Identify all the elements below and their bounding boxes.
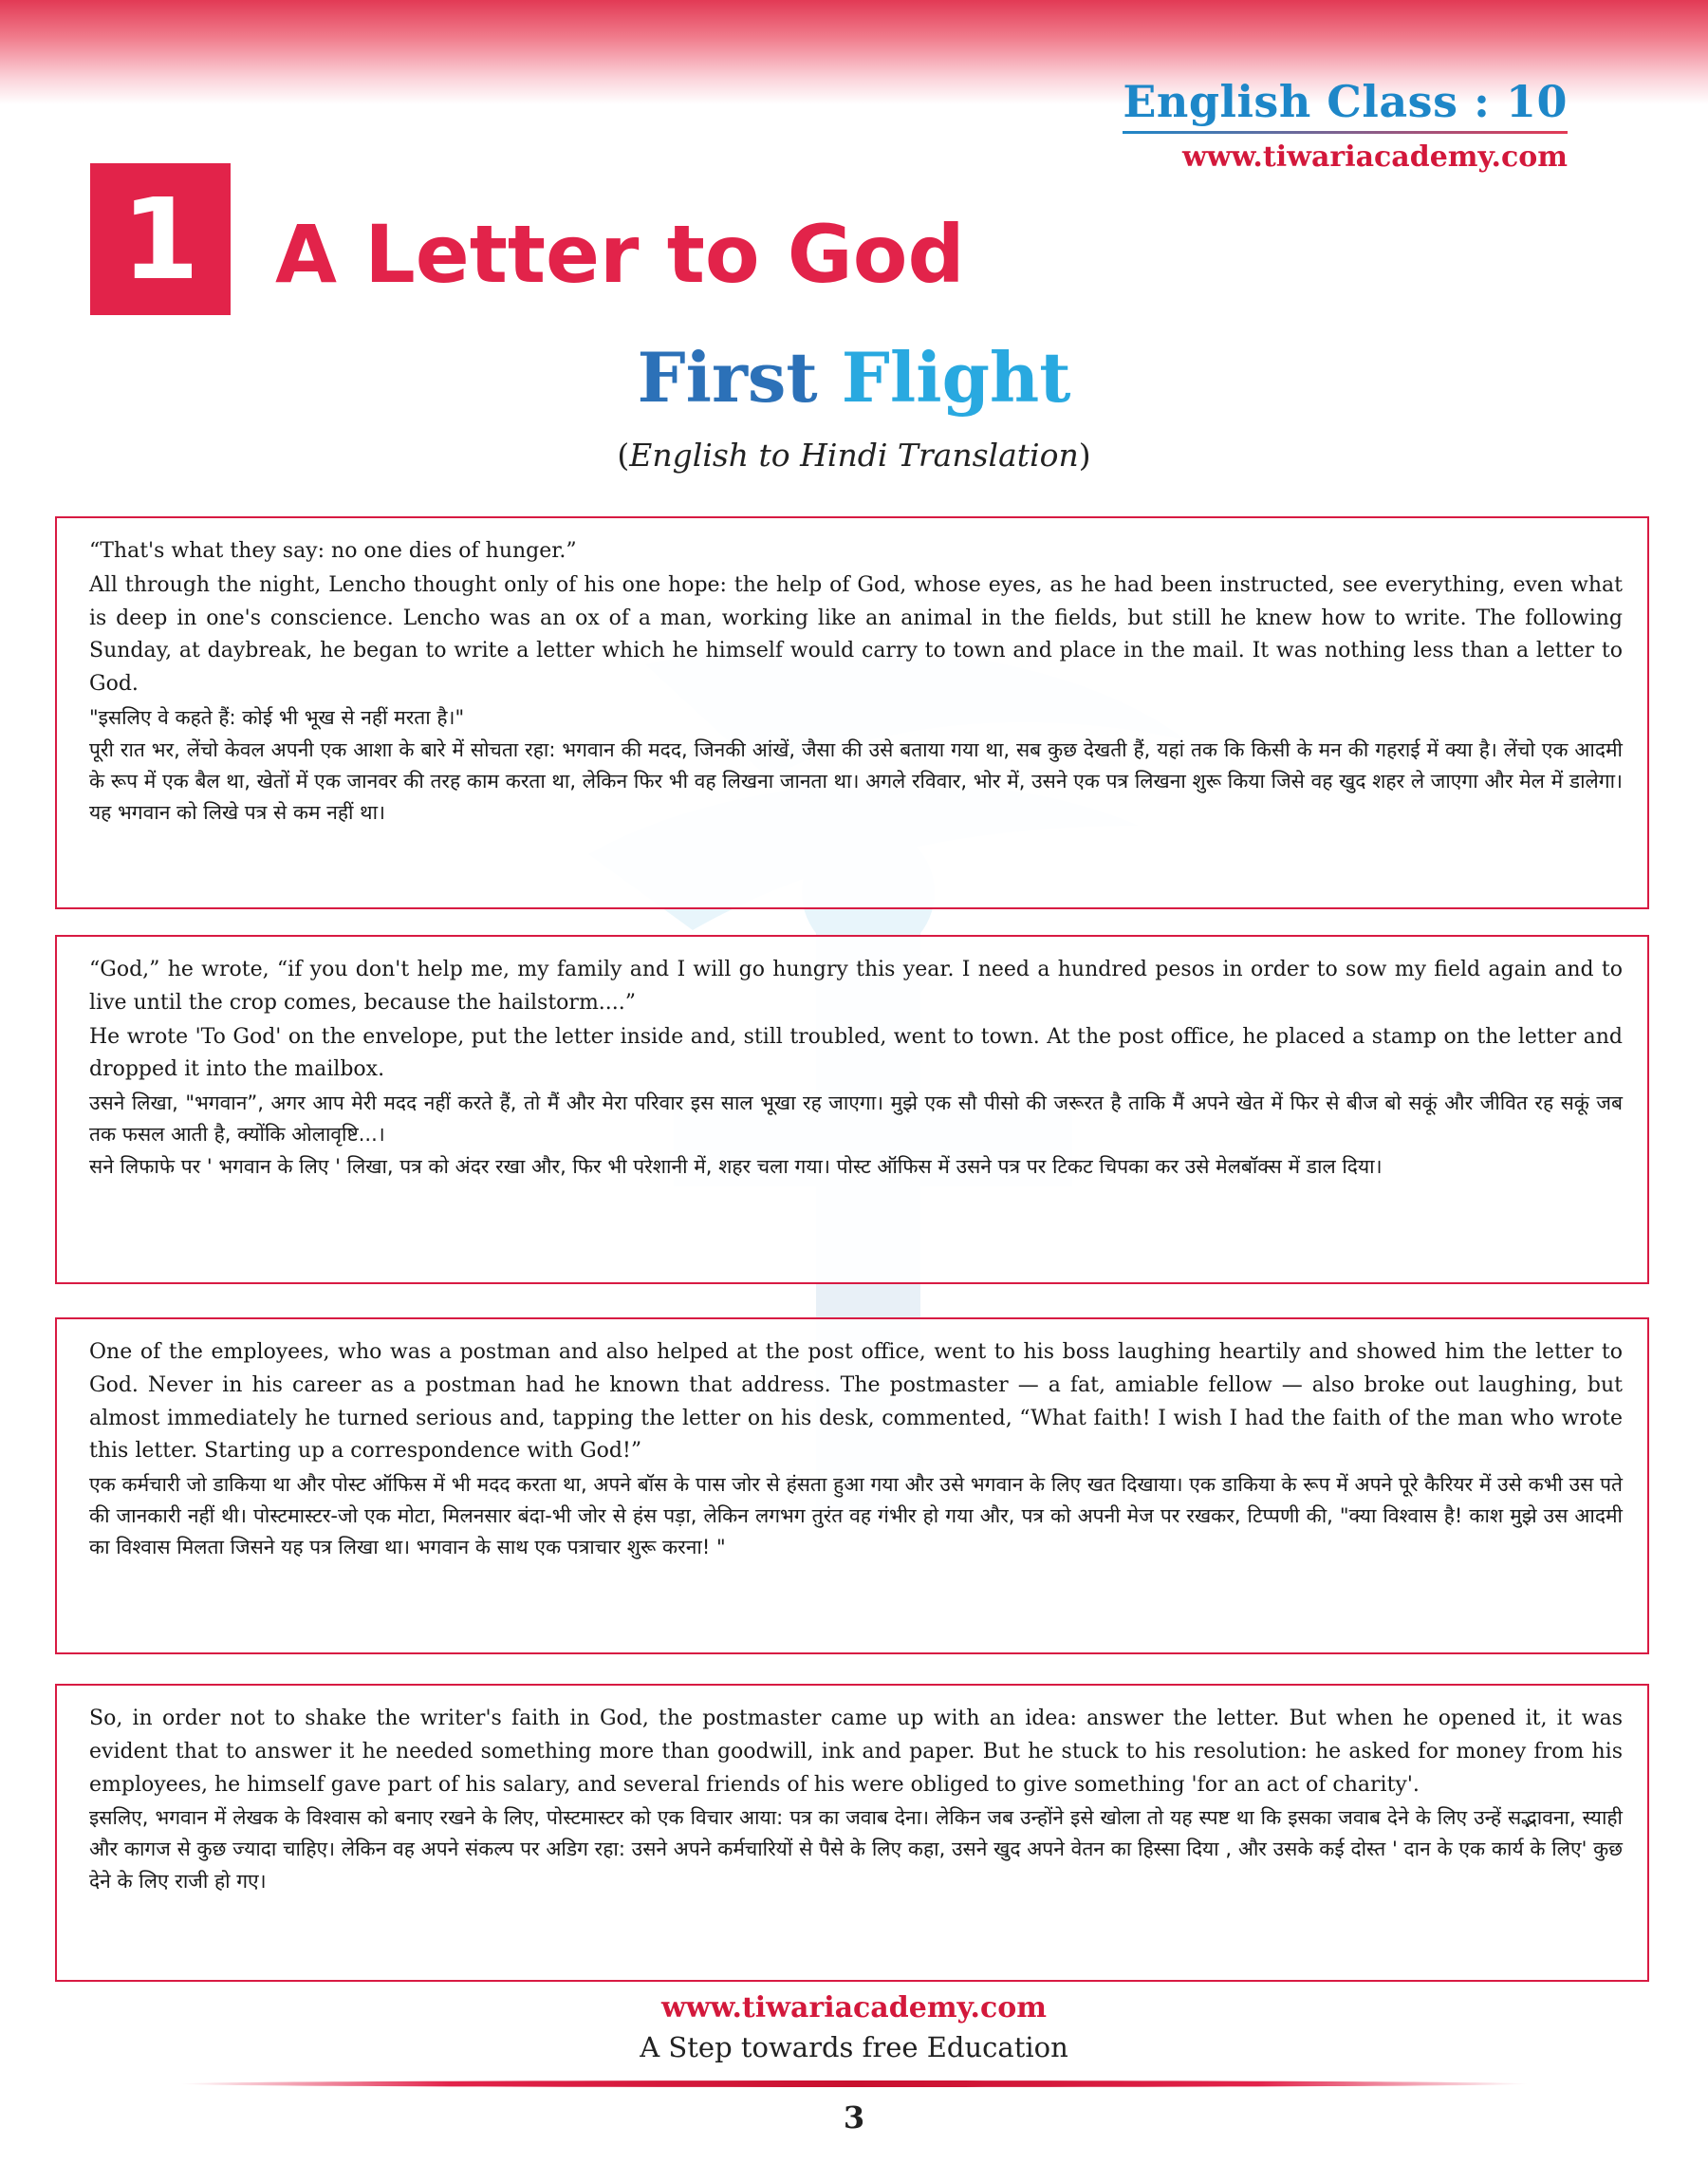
- class-label: English Class : 10: [1123, 76, 1568, 127]
- chapter-title: A Letter to God: [275, 208, 965, 301]
- header-website-link[interactable]: www.tiwariacademy.com: [1181, 140, 1568, 174]
- book-title-word-1: First: [637, 337, 818, 418]
- english-paragraph: All through the night, Lencho thought only of his one hope: the help of God, whose eyes, as he had been instructed, see everything, even what is deep in one's conscience. Lencho was an ox of a man, working like an animal in the fields, but still he knew how to write. The following Sunday, at daybreak, he began to write a letter which he himself would carry to town and place in the mail. It was nothing less than a letter to God.: [89, 572, 1623, 696]
- footer-tagline: A Step towards free Education: [640, 2031, 1068, 2063]
- book-title: [0, 337, 1708, 418]
- page-number: 3: [843, 2099, 865, 2136]
- hindi-paragraph: सने लिफाफे पर ' भगवान के लिए ' लिखा, पत्र को अंदर रखा और, फिर भी परेशानी में, शहर चला गया। पोस्ट ऑफिस में उसने पत्र पर टिकट चिपका कर उसे मेलबॉक्स में डाल दिया।: [89, 1155, 1383, 1179]
- english-paragraph: “That's what they say: no one dies of hunger.”: [89, 539, 577, 563]
- passage-box-4: [55, 1684, 1649, 1982]
- hindi-paragraph: उसने लिखा, "भगवान”, अगर आप मेरी मदद नहीं करते हैं, तो मैं और मेरा परिवार इस साल भूखा रह जाएगा। मुझे एक सौ पीसो की जरूरत है ताकि मैं अपने खेत में फिर से बीज बो सकूं और जीवित रह सकूं जब तक फसल आती है, क्योंकि ओलावृष्टि...।: [89, 1092, 1623, 1147]
- header-branding: [1123, 76, 1568, 174]
- hindi-paragraph: इसलिए, भगवान में लेखक के विश्वास को बनाए रखने के लिए, पोस्टमास्टर को एक विचार आया: पत्र का जवाब देना। लेकिन जब उन्होंने इसे खोला तो यह स्पष्ट था कि इसका जवाब देने के लिए उन्हें सद्भावना, स्याही और कागज से कुछ ज्यादा चाहिए। लेकिन वह अपने संकल्प पर अडिग रहा: उसने अपने कर्मचारियों से पैसे के लिए कहा, उसने खुद अपने वेतन का हिस्सा दिया , और उसके कई दोस्त ' दान के एक कार्य के लिए' कुछ देने के लिए राजी हो गए।: [89, 1806, 1623, 1893]
- english-paragraph: He wrote 'To God' on the envelope, put the letter inside and, still troubled, went to town. At the post office, he placed a stamp on the letter and dropped it into the mailbox.: [89, 1024, 1623, 1082]
- passage-box-2: [55, 935, 1649, 1284]
- subtitle-text: English to Hindi Translation: [629, 437, 1079, 474]
- footer-website-link[interactable]: www.tiwariacademy.com: [660, 1991, 1048, 2024]
- header-divider: [1123, 131, 1568, 134]
- passage-box-3: [55, 1317, 1649, 1654]
- english-paragraph: “God,” he wrote, “if you don't help me, my family and I will go hungry this year. I need a hundred pesos in order to sow my field again and to live until the crop comes, because the hailstorm....”: [89, 958, 1623, 1015]
- hindi-paragraph: "इसलिए वे कहते हैं: कोई भी भूख से नहीं मरता है।": [89, 705, 465, 729]
- hindi-paragraph: एक कर्मचारी जो डाकिया था और पोस्ट ऑफिस में भी मदद करता था, अपने बॉस के पास जोर से हंसता हुआ गया और उसे भगवान के लिए खत दिखाया। एक डाकिया के रूप में अपने पूरे कैरियर में उसे कभी उस पते की जानकारी नहीं थी। पोस्टमास्टर-जो एक मोटा, मिलनसार बंदा-भी जोर से हंस पड़ा, लेकिन लगभग तुरंत वह गंभीर हो गया और, पत्र को अपनी मेज पर रखकर, टिप्पणी की, "क्या विश्वास है! काश मुझे उस आदमी का विश्वास मिलता जिसने यह पत्र लिखा था। भगवान के साथ एक पत्राचार शुरू करना! ": [89, 1473, 1623, 1559]
- english-paragraph: So, in order not to shake the writer's faith in God, the postmaster came up with an idea: answer the letter. But when he opened it, it was evident that to answer it he needed something more than goodwill, ink and paper. But he stuck to his resolution: he asked for money from his employees, he himself gave part of his salary, and several friends of his were obliged to give something 'for an act of charity'.: [89, 1707, 1623, 1797]
- book-subtitle: (English to Hindi Translation): [617, 437, 1091, 474]
- chapter-number-badge: 1: [90, 163, 231, 315]
- english-paragraph: One of the employees, who was a postman and also helped at the post office, went to his boss laughing heartily and showed him the letter to God. Never in his career as a postman had he known that address. The postmaster — a fat, amiable fellow — also broke out laughing, but almost immediately he turned serious and, tapping the letter on his desk, commented, “What faith! I wish I had the faith of the man who wrote this letter. Starting up a correspondence with God!”: [89, 1340, 1623, 1464]
- passage-box-1: [55, 516, 1649, 909]
- footer-divider: [180, 2080, 1528, 2087]
- book-title-word-2: Flight: [841, 337, 1071, 418]
- hindi-paragraph: पूरी रात भर, लेंचो केवल अपनी एक आशा के बारे में सोचता रहा: भगवान की मदद, जिनकी आंखें, जैसा की उसे बताया गया था, सब कुछ देखती हैं, यहां तक कि किसी के मन की गहराई में क्या है। लेंचो एक आदमी के रूप में एक बैल था, खेतों में एक जानवर की तरह काम करता था, लेकिन फिर भी वह लिखना जानता था। अगले रविवार, भोर में, उसने एक पत्र लिखना शुरू किया जिसे वह खुद शहर ले जाएगा और मेल में डालेगा। यह भगवान को लिखे पत्र से कम नहीं था।: [89, 737, 1623, 825]
